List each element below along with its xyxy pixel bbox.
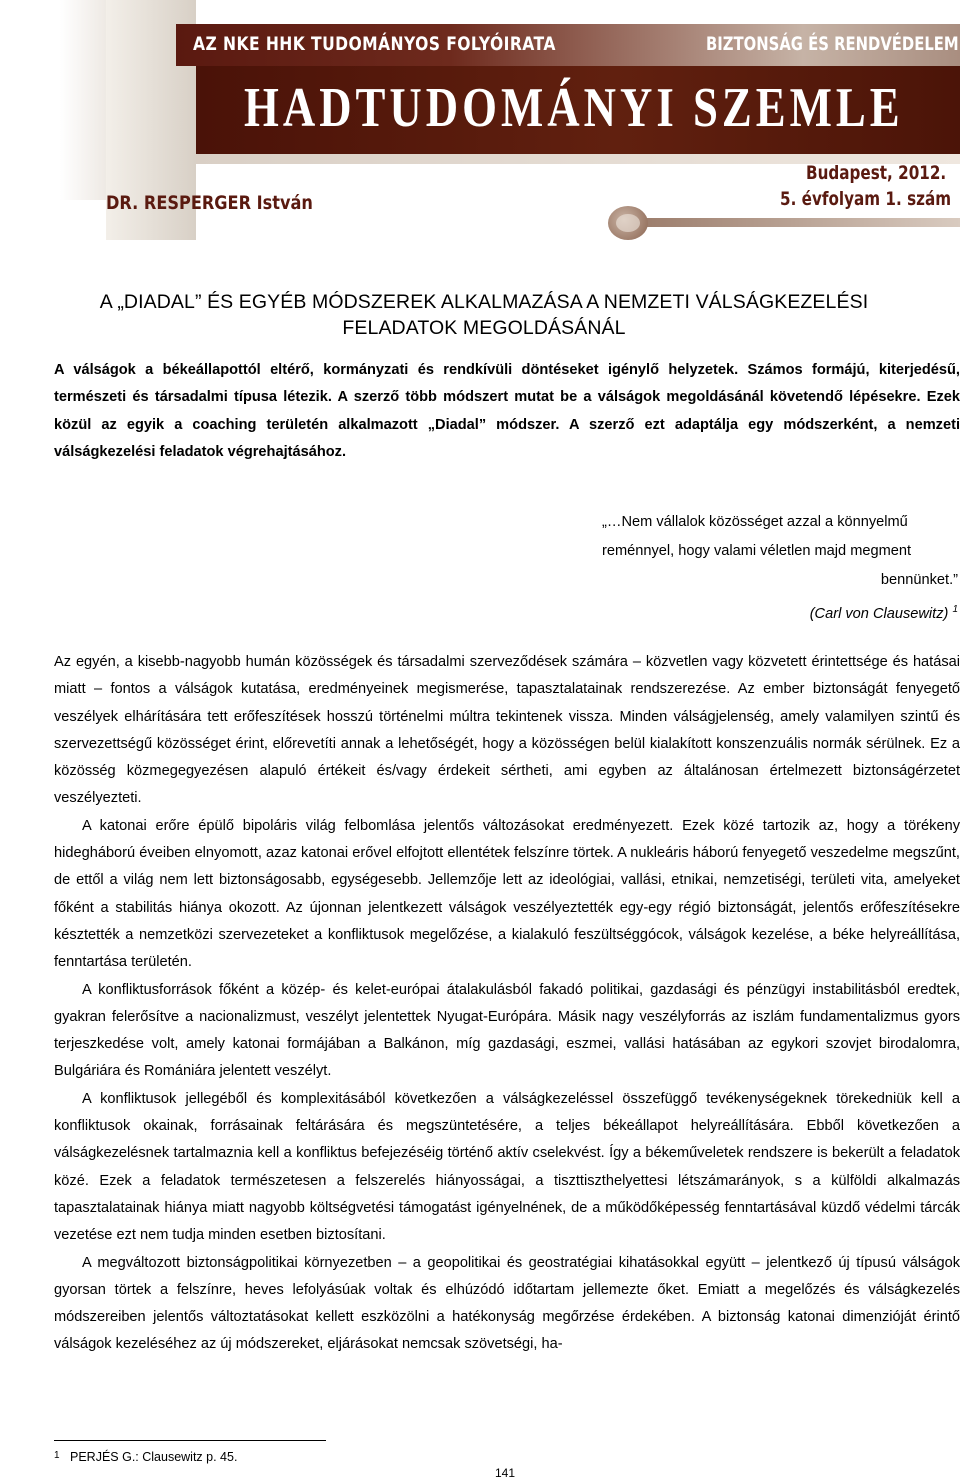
body-paragraph: Az egyén, a kisebb-nagyobb humán közösségek és társadalmi szerveződések számára – közvetlen vagy közvetett érintettsége és hatásai miatt – fontos a válságok kutatása, eredményeinek megismerése, tapasztalatainak rendszerezése. Az ember biztonságát fenyegető veszélyek elhárítására tett erőfeszítések hosszú történelmi múltra tekintenek vissza. Minden válságjelenség, amely valamilyen szintű és szervezettségű közösséget érint, előrevetíti annak a lehetőségét, hogy a közösségen belül kialakított konszenzuális normák sérülnek. Ez a közösség közmegegyezésen alapuló értékeit és/vagy érdekeit sértheti, ami egyben az általánosan értelmezett biztonságérzetet veszélyezteti. [54,654,960,807]
author-name: DR. RESPERGER István [106,192,313,214]
body-paragraph: A katonai erőre épülő bipoláris világ felbomlása jelentős változásokat eredményezett. Ezek közé tartozik az, hogy a törékeny hidegháború éveiben elnyomott, azaz katonai erővel elfojtott ellentétek felszínre törtek. A nukleáris háború fenyegető veszedelme megszűnt, de ettől a világ nem lett biztonságosabb, egységesebb. Jellemzője lett az ideológiai, vallási, etnikai, nemzetiségi, területi vita, amelyeket főként a stabilitás hiánya okozott. Az újonnan jelentkezett válságok veszélyeztették egy-egy régió biztonságát, jelentős erőfeszítésekre késztették a nemzetközi szervezeteket a konfliktusok megelőzése, a kialakuló feszültséggócok, válságok kezelése, a béke helyreállítása, fenntartása területén. [54,817,960,971]
body-paragraph: A megváltozott biztonságpolitikai környezetben – a geopolitikai és geostratégiai kihatásokkal együtt – jelentkező új típusú válságok gyorsan törtek a felszínre, heves lefolyásúak voltak és elhúzódó időtartam jellemezte őket. Emiatt a megelőzés és válságkezelés módszereiben jelentős változtatásokat kellett eszközölni a hatékonyság megőrzése érdekében. A biztonság katonai dimenzióját érintő válságok kezeléséhez az új módszereket, eljárásokat nemcsak szövetségi, ha- [54,1254,960,1353]
motto-text [602,508,958,595]
journal-series: AZ NKE HHK TUDOMÁNYOS FOLYÓIRATA [193,33,556,55]
motto-source-name: (Carl von Clausewitz) [809,605,949,622]
footnote-text: PERJÉS G.: Clausewitz p. 45. [70,1450,238,1464]
header-dot-highlight [616,214,640,232]
body-paragraph: A konfliktusok jellegéből és komplexitásából következően a válságkezeléssel összefüggő tevékenységeknek törekedniük kell a konfliktusok okainak, forrásainak feltárására és megszüntetésére, a teljes békeállapot helyreállítására. Ebből következően a válságkezelésnek tartalmaznia kell a konfliktus befejezéséig történő aktív cselekvést. Így a békeműveletek rendszere is bekerült a feladatok közé. Ezek a feladatok természetesen a felszerelés hiányosságai, a tiszttiszthelyettesi létszámarányok, s a külföldi alkalmazás tapasztalatainak hiánya miatt nagyobb költségvetési támogatást igényelnének, de a működőképesség fenntartásával küzdő védelmi tárcák vezetése ezt nem tudja minden esetben biztosítani. [54,1090,960,1244]
header-accent-bar [642,218,960,227]
motto-text-main: „…Nem vállalok közösséget azzal a könnyelmű reménnyel, hogy valami véletlen majd megment [602,514,912,559]
journal-section: BIZTONSÁG ÉS RENDVÉDELEM [706,33,959,55]
motto-text-end: bennünket.” [880,572,958,588]
motto-source [602,595,958,629]
article-body [54,649,960,1359]
motto-quote [602,508,958,629]
page-number: 141 [494,1466,516,1480]
article-abstract: A válságok a békeállapottól eltérő, kormányzati és rendkívüli döntéseket igénylő helyzetek. Számos formájú, kiterjedésű, természeti és társadalmi típusa létezik. A szerző több módszert mutat be a válságok megoldásánál követendő lépésekre. Ezek közül az egyik a coaching területén alkalmazott „Diadal” módszer. A szerző ezt adaptálja egy módszerként, a nemzeti válságkezelési feladatok végrehajtásához. [54,362,960,460]
journal-header [0,0,960,245]
footnote-divider [54,1440,326,1441]
journal-title: HADTUDOMÁNYI SZEMLE [244,77,904,139]
issue-number: 5. évfolyam 1. szám [780,188,952,210]
footnote-ref: 1 [952,604,958,615]
place-year: Budapest, 2012. [806,162,947,184]
body-paragraph: A konfliktusforrások főként a közép- és kelet-európai átalakulásból fakadó politikai, gazdasági és pénzügyi instabilitásból eredtek, gyakran felerősítve a nacionalizmust, veszélyt jelentettek Nyugat-Európára. Másik nagy veszélyforrás az iszlám fundamentalizmus gyors terjeszkedése volt, amely katonai formájában a Balkánon, míg gazdasági, eszmei, vallási hatásában az egykori szovjet birodalomra, Bulgáriára és Romániára jelentett veszélyt. [54,981,960,1080]
footnote-number: 1 [54,1450,60,1461]
article-title: A „DIADAL” ÉS EGYÉB MÓDSZEREK ALKALMAZÁSA A NEMZETI VÁLSÁGKEZELÉSI FELADATOK MEGOLDÁSÁNÁL [99,291,869,339]
footnote [54,1450,237,1464]
